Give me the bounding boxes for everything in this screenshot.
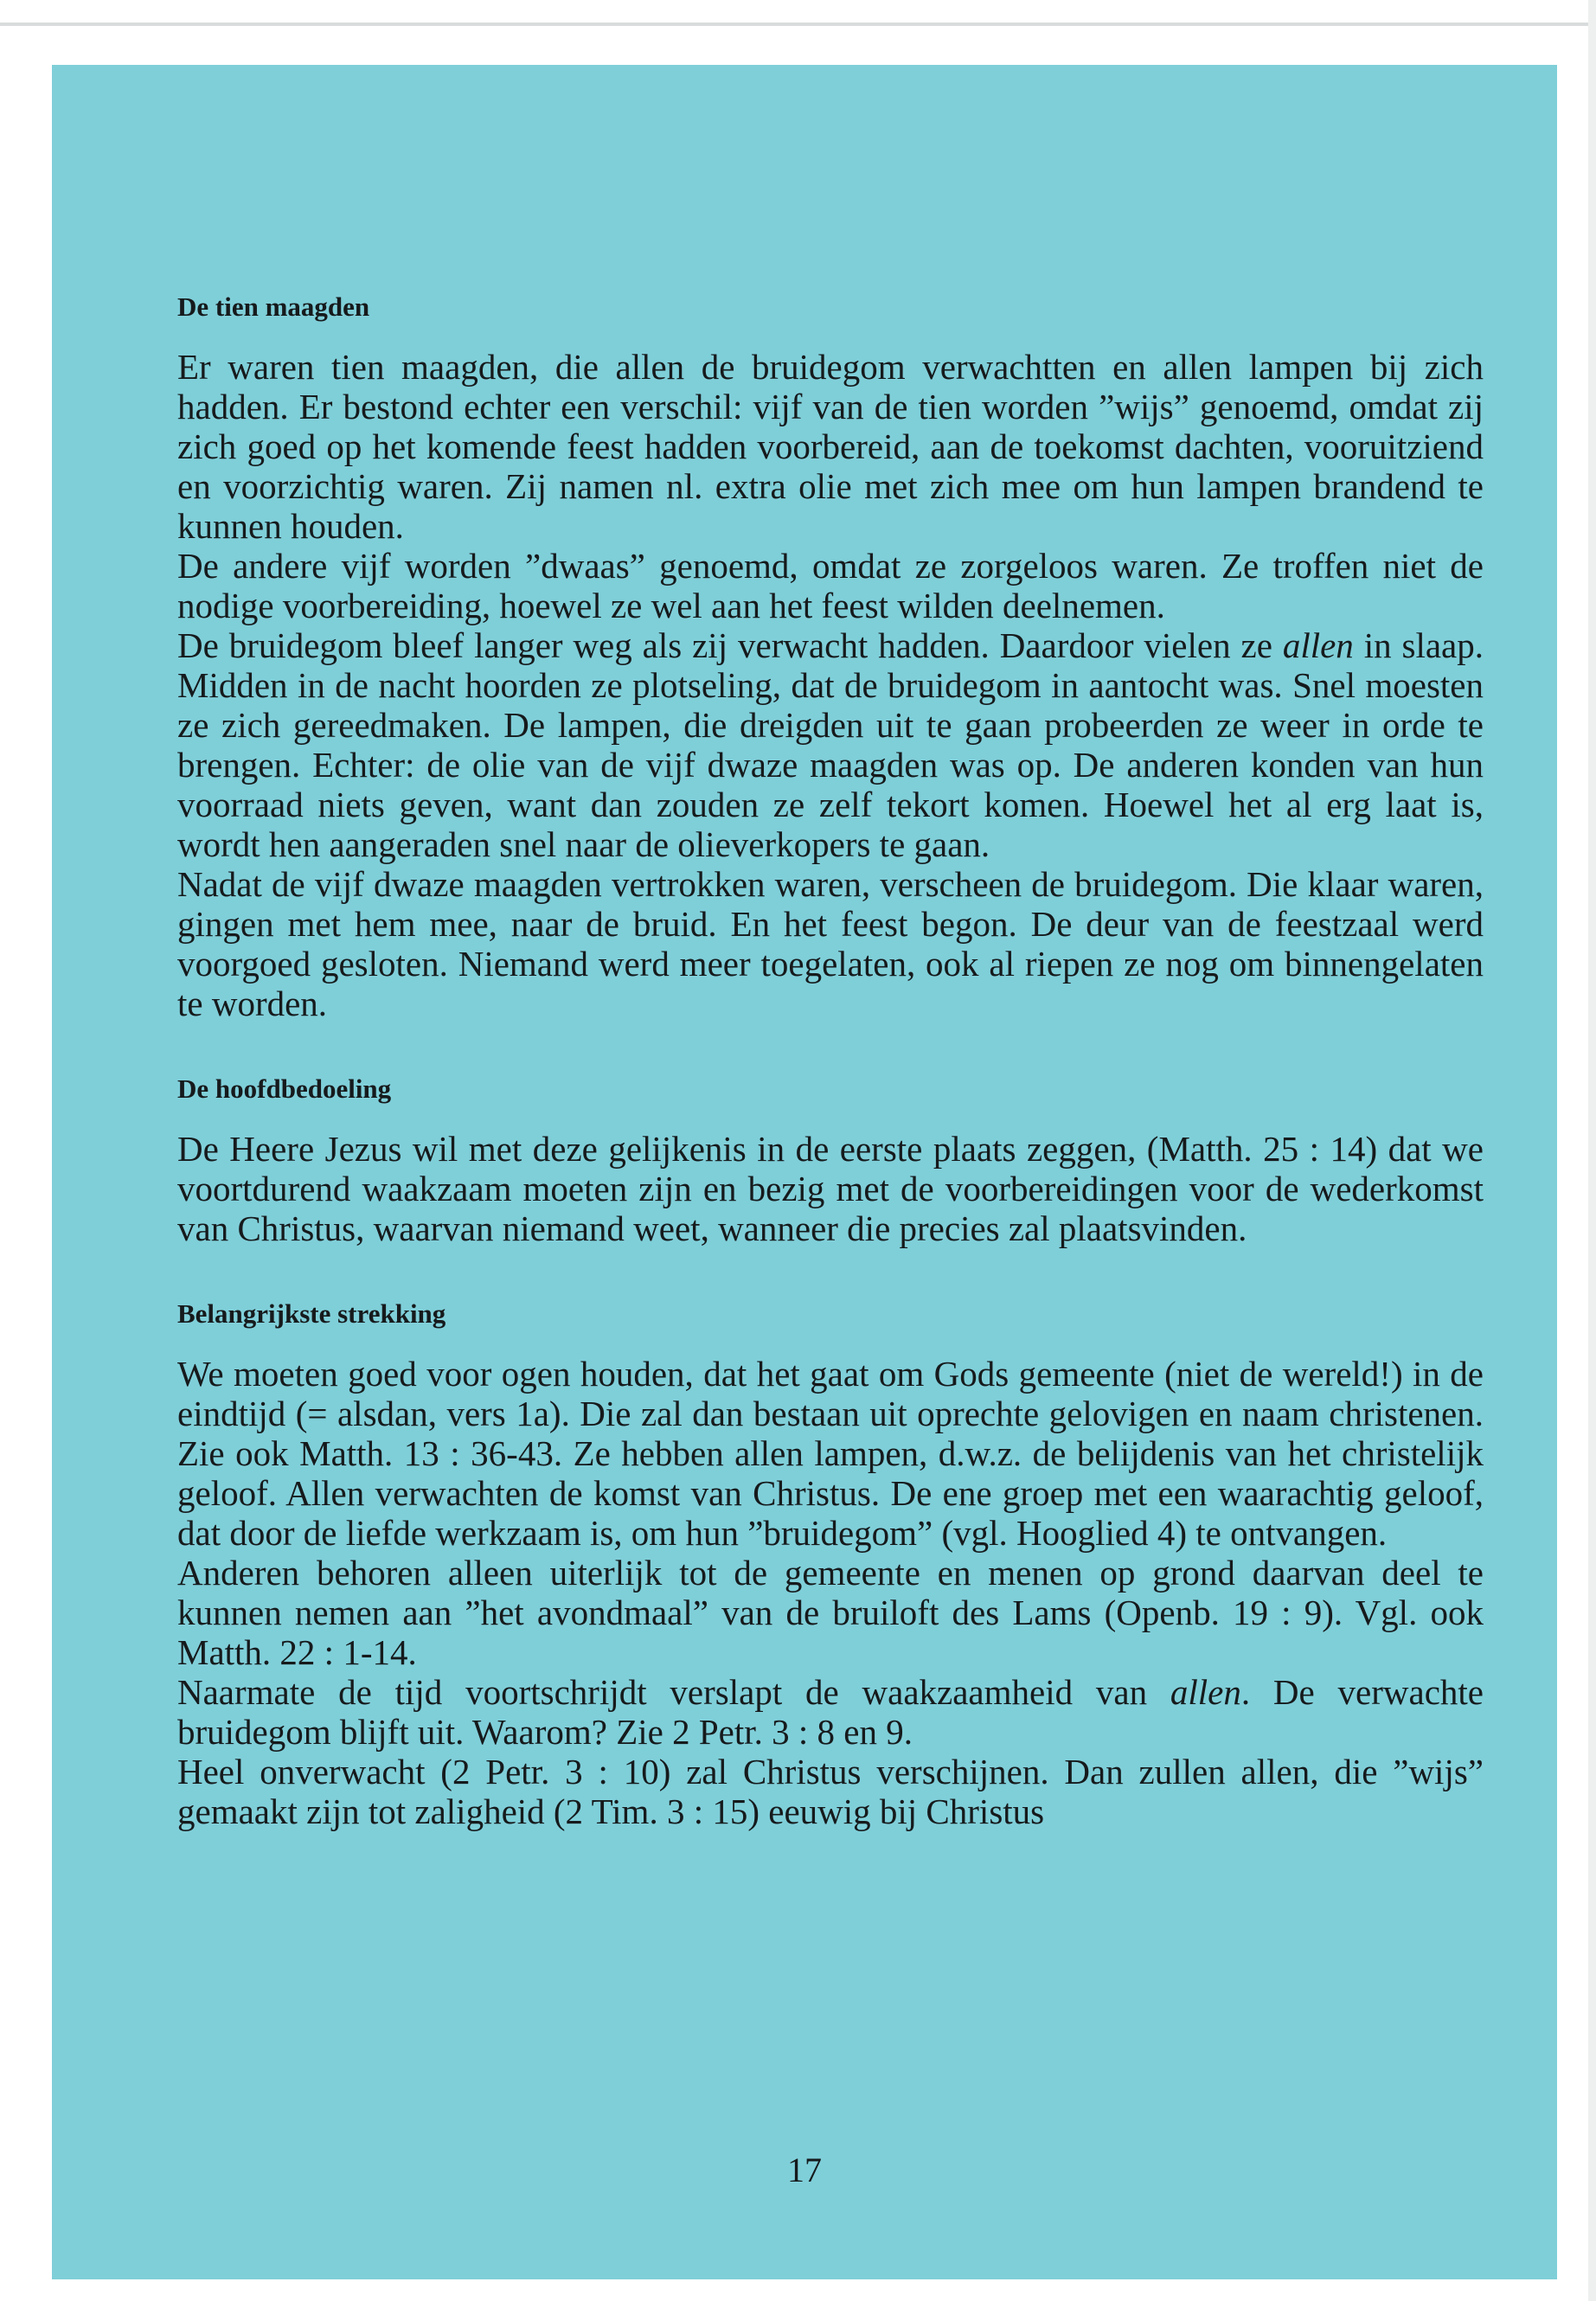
paragraph: De Heere Jezus wil met deze gelijkenis in de eerste plaats zeggen, (Matth. 25 : 14) dat we voortdurend waakzaam moeten zijn en bezig met de voorbereidingen voor de wederkomst van Christus, waarvan niemand weet, wanneer die precies zal plaatsvinden.	[177, 1129, 1484, 1248]
paragraph: Heel onverwacht (2 Petr. 3 : 10) zal Christus verschijnen. Dan zullen allen, die ”wijs” gemaakt zijn tot zaligheid (2 Tim. 3 : 15) eeuwig bij Christus	[177, 1752, 1484, 1831]
paragraph: De bruidegom bleef langer weg als zij verwacht hadden. Daardoor vielen ze allen in slaap. Midden in de nacht hoorden ze plotseling, dat de bruidegom in aantocht was. Snel moesten ze zich gereedmaken. De lampen, die dreigden uit te gaan probeerden ze weer in orde te brengen. Echter: de olie van de vijf dwaze maagden was op. De anderen konden van hun voorraad niets geven, want dan zouden ze zelf tekort komen. Hoewel het al erg laat is, wordt hen aangeraden snel naar de olieverkopers te gaan.	[177, 625, 1484, 864]
section-heading: De hoofdbedoeling	[177, 1074, 392, 1104]
book-page	[52, 65, 1557, 2279]
emphasis: allen	[1170, 1672, 1241, 1712]
page-number: 17	[787, 2150, 822, 2189]
section-de-tien-maagden	[177, 290, 1484, 1023]
section-belangrijkste-strekking	[177, 1297, 1484, 1831]
page-content	[177, 290, 1484, 1831]
scan-border-right	[1588, 0, 1596, 2301]
paragraph: Er waren tien maagden, die allen de bruidegom verwachtten en allen lampen bij zich hadden. Er bestond echter een verschil: vijf van de tien worden ”wijs” genoemd, omdat zij zich goed op het komende feest hadden voorbereid, aan de toekomst dachten, vooruitziend en voorzichtig waren. Zij namen nl. extra olie met zich mee om hun lampen brandend te kunnen houden.	[177, 347, 1484, 546]
section-heading: De tien maagden	[177, 292, 370, 322]
paragraph: Naarmate de tijd voortschrijdt verslapt de waakzaamheid van allen. De verwachte bruidegom blijft uit. Waarom? Zie 2 Petr. 3 : 8 en 9.	[177, 1672, 1484, 1752]
paragraph: Anderen behoren alleen uiterlijk tot de gemeente en menen op grond daarvan deel te kunnen nemen aan ”het avondmaal” van de bruiloft des Lams (Openb. 19 : 9). Vgl. ook Matth. 22 : 1-14.	[177, 1553, 1484, 1672]
paragraph: Nadat de vijf dwaze maagden vertrokken waren, verscheen de bruidegom. Die klaar waren, gingen met hem mee, naar de bruid. En het feest begon. De deur van de feestzaal werd voorgoed gesloten. Niemand werd meer toegelaten, ook al riepen ze nog om binnengelaten te worden.	[177, 864, 1484, 1023]
scan-border-top	[0, 22, 1596, 26]
section-heading: Belangrijkste strekking	[177, 1298, 446, 1329]
section-de-hoofdbedoeling	[177, 1072, 1484, 1248]
paragraph: We moeten goed voor ogen houden, dat het gaat om Gods gemeente (niet de wereld!) in de eindtijd (= alsdan, vers 1a). Die zal dan bestaan uit oprechte gelovigen en naam christenen. Zie ook Matth. 13 : 36-43. Ze hebben allen lampen, d.w.z. de belijdenis van het christelijk geloof. Allen verwachten de komst van Christus. De ene groep met een waarachtig geloof, dat door de liefde werkzaam is, om hun ”bruidegom” (vgl. Hooglied 4) te ontvangen.	[177, 1354, 1484, 1553]
emphasis: allen	[1282, 625, 1354, 665]
paragraph: De andere vijf worden ”dwaas” genoemd, omdat ze zorgeloos waren. Ze troffen niet de nodige voorbereiding, hoewel ze wel aan het feest wilden deelnemen.	[177, 546, 1484, 625]
